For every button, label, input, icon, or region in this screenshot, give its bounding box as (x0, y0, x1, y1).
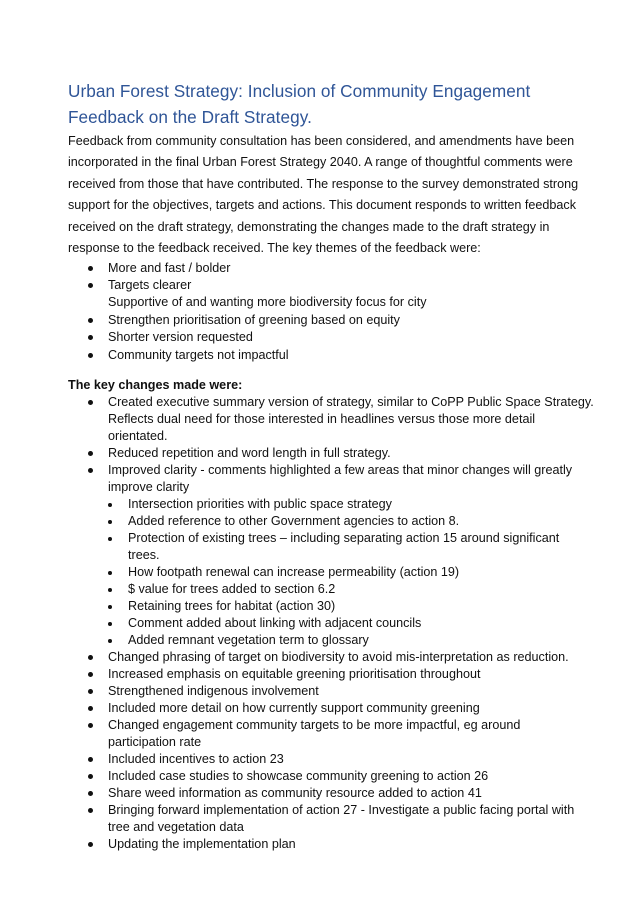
list-item (68, 347, 588, 364)
bullet-icon (88, 318, 93, 323)
bullet-icon (108, 588, 112, 592)
list-item (68, 496, 588, 513)
list-item (68, 683, 588, 700)
list-item-text: Included more detail on how currently support community greening (108, 701, 480, 715)
list-item (68, 666, 588, 683)
bullet-icon (88, 400, 93, 405)
list-item (68, 581, 588, 598)
title-line: Urban Forest Strategy: Inclusion of Community Engagement (68, 81, 531, 101)
list-item-text: tree and vegetation data (108, 820, 244, 834)
list-item (68, 564, 588, 581)
list-item-text: Strengthened indigenous involvement (108, 684, 319, 698)
bullet-icon (88, 266, 93, 271)
bullet-icon (108, 571, 112, 575)
bullet-icon (88, 451, 93, 456)
list-item-text: Changed phrasing of target on biodiversity to avoid mis-interpretation as reduction. (108, 650, 569, 664)
list-item-text: Improved clarity - comments highlighted a few areas that minor changes will greatly (108, 463, 573, 477)
bullet-icon (108, 537, 112, 541)
bullet-icon (108, 639, 112, 643)
list-item (68, 751, 588, 768)
list-item-text: Added reference to other Government agencies to action 8. (128, 514, 460, 528)
title-line: Feedback on the Draft Strategy. (68, 107, 312, 127)
list-item-text: Added remnant vegetation term to glossary (128, 633, 369, 647)
list-item-text: Included incentives to action 23 (108, 752, 284, 766)
list-item-text: $ value for trees added to section 6.2 (128, 582, 336, 596)
list-item-text: Community targets not impactful (108, 347, 289, 362)
changes-heading: The key changes made were: (68, 378, 243, 392)
bullet-icon (108, 605, 112, 609)
list-item (68, 649, 588, 666)
list-item (68, 768, 588, 785)
list-item-text: Created executive summary version of strategy, similar to CoPP Public Space Strategy. (108, 395, 594, 409)
bullet-icon (88, 791, 93, 796)
bullet-icon (88, 808, 93, 813)
list-item-text: Changed engagement community targets to be more impactful, eg around (108, 718, 521, 732)
list-item-text: orientated. (108, 429, 168, 443)
list-item-text: trees. (128, 548, 160, 562)
bullet-icon (88, 842, 93, 847)
list-item (68, 615, 588, 632)
list-item (68, 598, 588, 615)
list-item-text: Intersection priorities with public space strategy (128, 497, 392, 511)
bullet-icon (88, 723, 93, 728)
list-item-text: Reflects dual need for those interested in headlines versus those more detail (108, 412, 536, 426)
bullet-icon (88, 335, 93, 340)
intro-line: response to the feedback received. The key themes of the feedback were: (68, 241, 481, 256)
list-item (68, 312, 588, 329)
bullet-icon (88, 283, 93, 288)
list-item (68, 632, 588, 649)
bullet-icon (88, 468, 93, 473)
list-item-text: Reduced repetition and word length in full strategy. (108, 446, 391, 460)
list-item-text: Shorter version requested (108, 330, 253, 345)
bullet-icon (88, 774, 93, 779)
bullet-icon (88, 655, 93, 660)
intro-line: received from those that have contributed. The response to the survey demonstrated strong (68, 176, 579, 191)
list-item-text: Share weed information as community resource added to action 41 (108, 786, 482, 800)
list-item-text: improve clarity (108, 480, 190, 494)
intro-line: incorporated in the final Urban Forest Strategy 2040. A range of thoughtful comments were (68, 155, 573, 170)
list-item (68, 700, 588, 717)
list-item-text: How footpath renewal can increase permeability (action 19) (128, 565, 460, 579)
list-item-text: Retaining trees for habitat (action 30) (128, 599, 336, 613)
list-item (68, 513, 588, 530)
bullet-icon (88, 757, 93, 762)
list-item-text: Comment added about linking with adjacent councils (128, 616, 422, 630)
bullet-icon (108, 520, 112, 524)
list-item-text: Strengthen prioritisation of greening based on equity (108, 312, 400, 327)
list-item (68, 836, 588, 853)
bullet-icon (88, 706, 93, 711)
feedback-themes-list (68, 260, 588, 364)
bullet-icon (108, 503, 112, 507)
list-item-text: Bringing forward implementation of action 27 - Investigate a public facing portal with (108, 803, 575, 817)
bullet-icon (88, 353, 93, 358)
list-item-text: Increased emphasis on equitable greening prioritisation throughout (108, 667, 481, 681)
document-title (68, 78, 608, 130)
list-item-text: Updating the implementation plan (108, 837, 296, 851)
list-item (68, 717, 588, 751)
list-item-text: Protection of existing trees – including separating action 15 around significant (128, 531, 560, 545)
list-item (68, 802, 588, 836)
list-item-text: More and fast / bolder (108, 261, 231, 275)
intro-line: Feedback from community consultation has been considered, and amendments have been (68, 134, 575, 148)
list-item-text: Targets clearer (108, 278, 192, 293)
bullet-icon (108, 622, 112, 626)
list-item-text: participation rate (108, 735, 202, 749)
bullet-icon (88, 672, 93, 677)
list-item (68, 445, 588, 462)
list-item (68, 462, 588, 496)
list-item (68, 394, 594, 445)
intro-paragraph (68, 131, 588, 259)
intro-line: received on the draft strategy, demonstrating the changes made to the draft strategy in (68, 219, 550, 234)
list-item (68, 329, 588, 346)
key-changes-list (68, 394, 594, 853)
bullet-icon (88, 689, 93, 694)
list-item (68, 260, 588, 277)
list-item (68, 277, 588, 311)
list-item (68, 785, 588, 802)
list-item (68, 530, 588, 564)
intro-line: support for the objectives, targets and actions. This document responds to written feedback (68, 198, 576, 213)
list-item-text: Supportive of and wanting more biodiversity focus for city (108, 295, 427, 310)
list-item-text: Included case studies to showcase community greening to action 26 (108, 769, 489, 783)
